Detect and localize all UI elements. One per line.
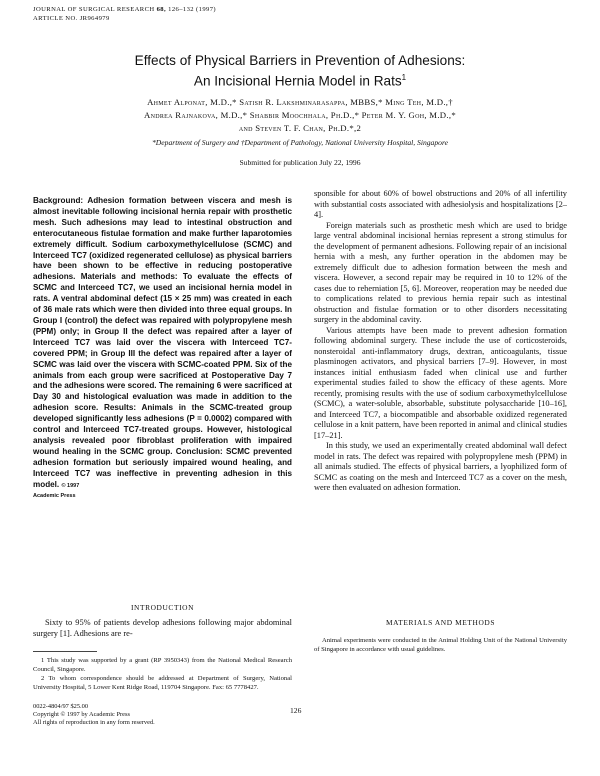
- page-number: 126: [290, 706, 302, 715]
- journal-pages: 126–132 (1997): [168, 6, 217, 13]
- author-list: [40, 96, 560, 135]
- paragraph-2: Foreign materials such as prosthetic mesh which are used to bridge large ventral abdominal incisional hernias represent a strong stimulus for the development of permanent adhesions. Following repair of an incisional hernia with a mesh, any further operation in the abdomen may be extremely difficult due to adhesion formation between the mesh and viscera. However, a second repair may be required in 10 to 12% of the cases due to reherniation [5, 6]. Moreover, reoperation may be needed due to complications related to previous hernia repair such as intestinal obstruction and fistulae formation or to other disorders necessitating surgery in the abdominal cavity.: [314, 220, 567, 324]
- journal-name: JOURNAL OF SURGICAL RESEARCH: [33, 6, 155, 13]
- title-line-2: An Incisional Hernia Model in Rats: [193, 73, 402, 89]
- abstract-press: Academic Press: [33, 493, 76, 500]
- title-footnote-marker: 1: [401, 73, 407, 82]
- methods-text: [314, 636, 567, 654]
- copyright-line: Copyright © 1997 by Academic Press: [33, 711, 130, 719]
- submission-date: Submitted for publication July 22, 1996: [239, 158, 361, 167]
- article-number: ARTICLE NO. JR964979: [33, 14, 110, 22]
- authors-line-3: and Steven T. F. Chan, Ph.D.*,2: [238, 123, 362, 133]
- journal-volume: 68,: [156, 6, 167, 13]
- issn-price: 0022-4804/97 $25.00: [33, 703, 89, 710]
- authors-line-1: Ahmet Alponat, M.D.,* Satish R. Lakshminarasappa, MBBS,* Ming Teh, M.D.,†: [147, 97, 453, 107]
- introduction-text: [33, 618, 292, 639]
- footnote-rule: [33, 651, 97, 652]
- methods-heading: MATERIALS AND METHODS: [385, 618, 496, 627]
- paragraph-3: Various attempts have been made to prevent adhesion formation following abdominal surgery. These include the use of corticosteroids, nonsteroidal anti-inflammatory drugs, dextran, anticoagulants, tissue plasminogen activators, and physical barriers [7–9]. However, in most instances initial enthusiasm faded when clinical use and further experimental studies failed to show the efficacy of these agents. More recently, promising results with the use of sodium carboxymethylcellulose (SCMC), a water-soluble, absorbable, substitute polysaccharide [10–16], and Interceed TC7, a biocompatible and absorbable oxidized regenerated cellulose in a knit pattern, have been reported in animal and clinical studies [17–21].: [314, 325, 567, 440]
- affiliation: *Department of Surgery and †Department of Pathology, National University Hospital, Singapore: [152, 138, 448, 147]
- footnote-1: 1 This study was supported by a grant (RP 3950343) from the National Medical Research Council, Singapore.: [33, 657, 292, 673]
- paragraph-1: sponsible for about 60% of bowel obstructions and 20% of all infertility with substantial costs associated with adhesiolysis and hospitalizations [2–4].: [314, 189, 567, 219]
- right-column-text: [314, 189, 567, 494]
- methods-paragraph: Animal experiments were conducted in the Animal Holding Unit of the National University of Singapore in accordance with usual guidelines.: [314, 637, 567, 653]
- title-line-1: Effects of Physical Barriers in Prevention of Adhesions:: [134, 53, 466, 68]
- footnote-2: 2 To whom correspondence should be addressed at Department of Surgery, National University Hospital, 5 Lower Kent Ridge Road, 119704 Singapore. Fax: 65 7778427.: [33, 675, 292, 691]
- paragraph-4: In this study, we used an experimentally created abdominal wall defect model in rats. The defect was repaired with polypropylene mesh (PPM) in all animals studied. The effects of physical barriers, a lyophilized form of SCMC as coating on the mesh and Interceed TC7 as a cover on the mesh, were then evaluated on adhesion formation.: [314, 441, 567, 492]
- abstract: [33, 196, 292, 502]
- rights-line: All rights of reproduction in any form reserved.: [33, 719, 155, 727]
- authors-line-2: Andrea Rajnakova, M.D.,* Shabbir Moochhala, Ph.D.,* Peter M. Y. Goh, M.D.,*: [144, 110, 456, 120]
- copyright-block: [33, 703, 155, 728]
- intro-paragraph: Sixty to 95% of patients develop adhesions following major abdominal surgery [1]. Adhesions are re-: [33, 618, 292, 638]
- article-title: [40, 52, 560, 90]
- running-head: [33, 6, 216, 23]
- footnotes: [33, 656, 292, 692]
- introduction-heading: INTRODUCTION: [130, 603, 195, 612]
- abstract-copyright: © 1997: [61, 482, 80, 489]
- abstract-text: Background: Adhesion formation between viscera and mesh is almost inevitable following incisional hernia repair with prosthetic mesh. Such adhesions may lead to intestinal obstruction and enterocutaneous fistulae formation and make further laparotomies extremely difficult. Sodium carboxymethylcellulose (SCMC) and Interceed TC7 (oxidized regenerated cellulose) as physical barriers have been shown to be effective in reducing postoperative adhesions. Materials and methods: To evaluate the effects of SCMC and Interceed TC7, we used an incisional hernia model in rats. A ventral abdominal defect (15 × 25 mm) was created in each of 36 male rats which were then divided into three equal groups. In Group I (control) the defect was repaired with polypropylene mesh (PPM) only; in Group II the defect was repaired after a layer of Interceed TC7 was laid over the viscera with Interceed TC7-covered PPM; in Group III the defect was repaired after a layer of SCMC was laid over the viscera with SCMC-coated PPM. Six of the animals from each group were sacrificed at Postoperative Day 7 and the adhesions were scored. The remaining 6 were sacrificed at Day 30 and histological evaluation was made in addition to the adhesion score. Results: Animals in the SCMC-treated group developed significantly less adhesions (P = 0.0002) compared with control and Interceed TC7-treated groups. However, histological analysis revealed poor fibroblast proliferation with impaired wound healing in the SCMC group. Conclusion: SCMC prevented adhesion formation but seriously impaired wound healing, and Interceed TC7 was ineffective in preventing adhesion in this model.: [33, 196, 292, 489]
